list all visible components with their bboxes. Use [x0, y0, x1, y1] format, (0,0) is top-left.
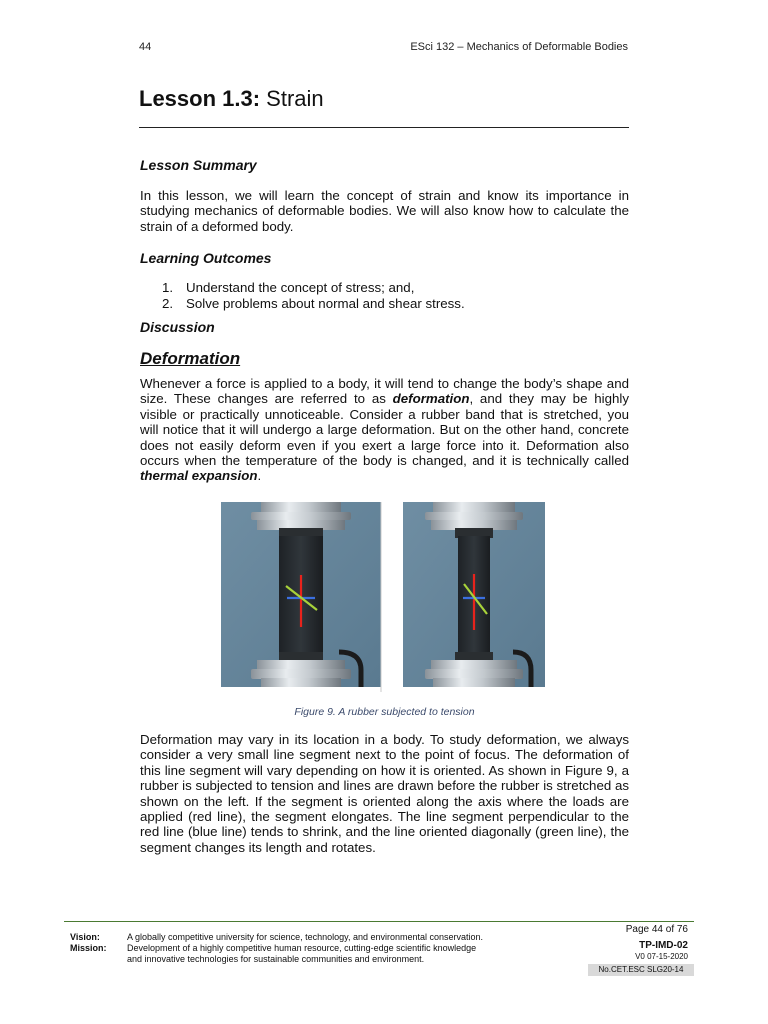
footer-divider [64, 921, 694, 922]
discussion-heading: Discussion [140, 319, 215, 335]
lesson-title-number: Lesson 1.3: [139, 86, 261, 111]
list-item-text: Solve problems about normal and shear stress. [186, 296, 465, 311]
doc-version: V0 07-15-2020 [635, 952, 688, 961]
term-deformation: deformation [392, 391, 470, 407]
figure-rubber-tension [221, 502, 555, 692]
doc-code: TP-IMD-02 [639, 940, 688, 951]
page-number: 44 [139, 41, 152, 53]
p1-text-a: Whenever a force is applied to a body, it will tend to change the body’s shape and size. These changes are referred to as [140, 376, 629, 407]
running-header: ESci 132 – Mechanics of Deformable Bodies [410, 41, 628, 53]
photo-after-stretch [403, 502, 545, 687]
outcomes-heading: Learning Outcomes [140, 250, 272, 266]
doc-number-badge: No.CET.ESC SLG20-14 [588, 964, 694, 976]
lesson-title-topic: Strain [266, 86, 324, 111]
mission-text-line-1: Development of a highly competitive human resource, cutting-edge scientific knowledge [127, 943, 477, 953]
figure-caption: Figure 9. A rubber subjected to tension [294, 706, 475, 718]
deformation-paragraph-2: Deformation may vary in its location in a body. To study deformation, we always consider a very small line segment next to the point of focus. The deformation of this line segment will vary depending on how it is oriented. As shown in Figure 9, a rubber is subjected to tension and lines are drawn before the rubber is stretched as shown on the left. If the segment is oriented along the axis where the loads are applied (red line), the segment elongates. The line segment perpendicular to the red line (blue line) tends to shrink, and the line oriented diagonally (green line), the segment changes its length and rotates. [140, 732, 629, 855]
page-of-total: Page 44 of 76 [625, 924, 688, 935]
list-item-text: Understand the concept of stress; and, [186, 280, 415, 295]
photo-before-stretch [221, 502, 381, 687]
p1-text-b: , and they may be highly visible or practically unnoticeable. Consider a rubber band that is stretched, you will notice that it will undergo a large deformation. But on the other hand, concrete does not easily deform even if you exert a large force into it. Deformation also occurs when the temperature of the body is changed, and it is technically called [140, 391, 629, 469]
vision-label: Vision: [70, 932, 100, 942]
outcomes-list [140, 280, 629, 312]
term-thermal-expansion: thermal expansion [140, 468, 258, 484]
vision-text: A globally competitive university for science, technology, and environmental conservation. [127, 932, 484, 942]
mission-label: Mission: [70, 943, 107, 953]
list-item [140, 280, 629, 296]
title-divider [139, 127, 629, 128]
lesson-title [139, 86, 324, 112]
summary-text: In this lesson, we will learn the concept of strain and know its importance in studying mechanics of deformable bodies. We will also know how to calculate the strain of a deformed body. [140, 188, 629, 234]
list-item-number: 2. [162, 296, 174, 311]
summary-heading: Lesson Summary [140, 157, 257, 173]
mission-text-line-2: and innovative technologies for sustainable communities and environment. [127, 954, 425, 964]
deformation-heading: Deformation [140, 349, 241, 368]
figure-illustration [221, 502, 555, 692]
list-item [140, 296, 629, 312]
list-item-number: 1. [162, 280, 174, 295]
p1-text-c: . [257, 468, 262, 484]
deformation-paragraph-1 [140, 376, 629, 484]
